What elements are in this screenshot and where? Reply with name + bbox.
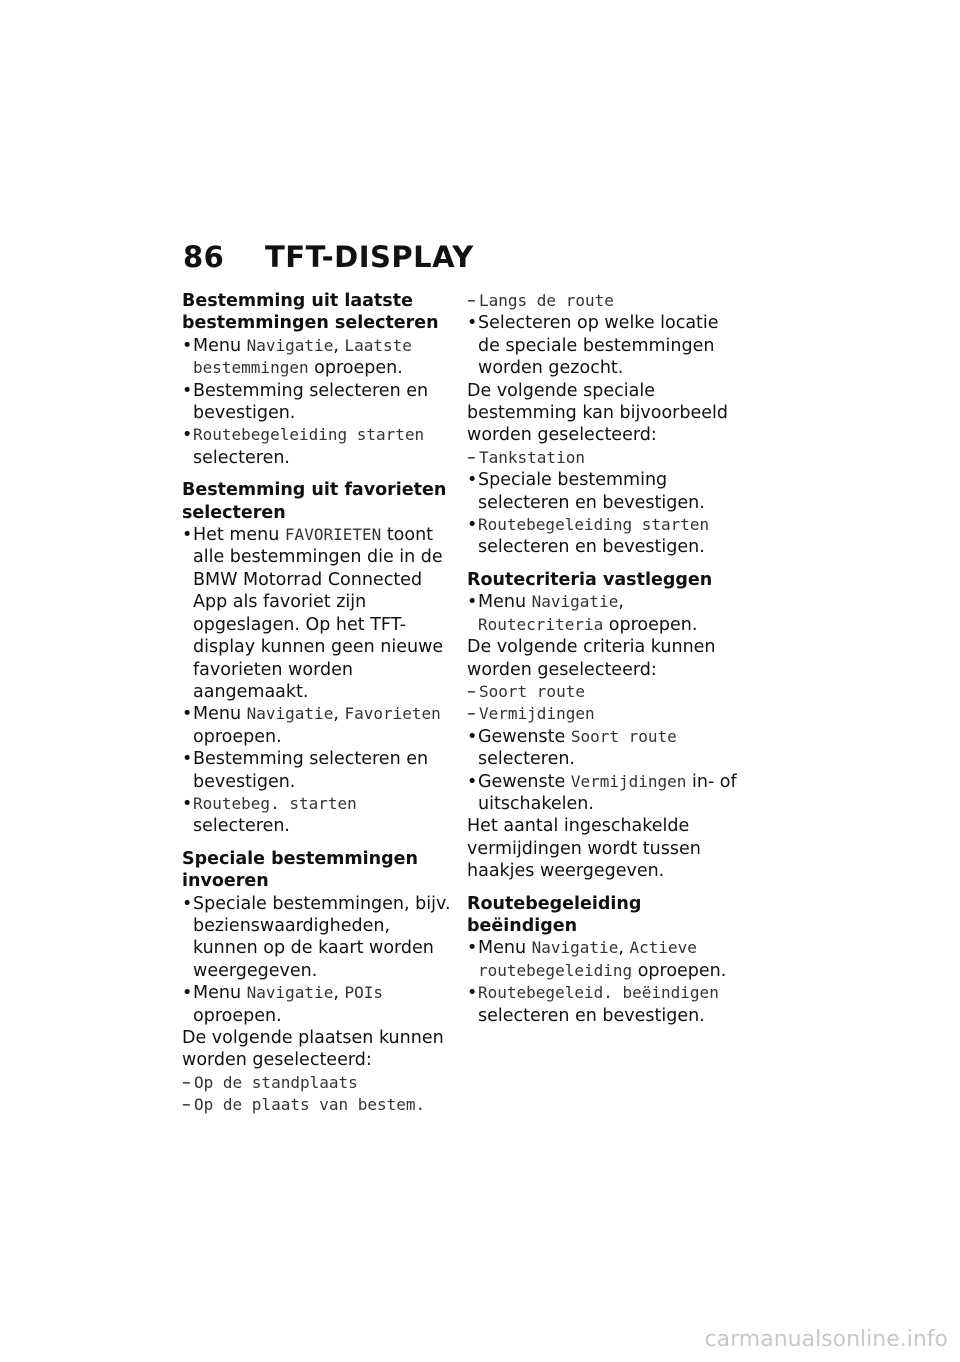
menu-term: Langs de route bbox=[479, 291, 614, 310]
dash-marker: – bbox=[467, 704, 476, 725]
item-text: Bestemming selecteren en bevestigen. bbox=[193, 749, 429, 792]
menu-term: Navigatie bbox=[246, 704, 334, 724]
chapter-title: TFT-DISPLAY bbox=[265, 240, 474, 274]
item-text: Gewenste bbox=[478, 771, 571, 792]
item-text: selecteren en bevestigen. bbox=[478, 537, 705, 558]
section-heading: Bestemming uit laatste bestemmingen selecteren bbox=[182, 291, 439, 334]
section-heading: Routecriteria vastleggen bbox=[467, 569, 713, 590]
menu-term: Actieve routebegeleiding bbox=[478, 938, 697, 980]
bullet-marker: • bbox=[467, 592, 478, 613]
list-item bbox=[467, 514, 739, 559]
page-number: 86 bbox=[183, 240, 225, 274]
dash-marker: – bbox=[467, 291, 476, 311]
watermark-link[interactable]: carmanualsonline.info bbox=[704, 1327, 948, 1352]
list-item bbox=[182, 703, 454, 748]
item-text: Menu bbox=[193, 335, 247, 356]
item-text: Menu bbox=[478, 592, 532, 613]
item-text: selecteren. bbox=[478, 749, 575, 770]
menu-term: FAVORIETEN bbox=[284, 525, 382, 545]
paragraph: De volgende criteria kunnen worden geselecteerd: bbox=[467, 637, 716, 680]
dash-marker: – bbox=[467, 447, 476, 468]
item-text: , bbox=[618, 592, 624, 613]
menu-term: Laatste bestemmingen bbox=[193, 335, 412, 378]
dash-marker: – bbox=[467, 681, 476, 702]
item-text: Menu bbox=[478, 938, 532, 959]
list-item bbox=[467, 312, 739, 379]
item-text: Selecteren op welke locatie de speciale bestemmingen worden gezocht. bbox=[478, 313, 719, 379]
item-text: Speciale bestemming selecteren en bevestigen. bbox=[478, 470, 705, 513]
bullet-marker: • bbox=[182, 525, 193, 546]
item-text: Gewenste bbox=[478, 726, 571, 747]
item-text: selecteren. bbox=[193, 816, 290, 837]
dash-item bbox=[467, 703, 739, 725]
menu-term: Soort route bbox=[479, 681, 585, 701]
bullet-marker: • bbox=[467, 938, 478, 959]
right-column bbox=[467, 290, 739, 1037]
dash-item bbox=[467, 447, 739, 469]
section-special-destinations bbox=[182, 848, 454, 1117]
menu-term: Navigatie bbox=[246, 335, 334, 355]
bullet-marker: • bbox=[467, 726, 478, 747]
bullet-marker: • bbox=[182, 704, 193, 725]
item-text: oproepen. bbox=[603, 614, 698, 635]
list-item bbox=[182, 524, 454, 703]
paragraph: De volgende speciale bestemming kan bijvoorbeeld worden geselecteerd: bbox=[467, 380, 728, 446]
dash-marker: – bbox=[182, 1095, 191, 1116]
item-text: toont alle bestemmingen die in de BMW Motorrad Connected App als favoriet zijn opgeslagen. Op het TFT-display kunnen geen nieuwe favorieten worden aangemaakt. bbox=[193, 525, 444, 702]
bullet-marker: • bbox=[467, 771, 478, 792]
menu-term: Soort route bbox=[570, 726, 677, 746]
item-text: Speciale bestemmingen, bijv. bezienswaardigheden, kunnen op de kaart worden weergegeven. bbox=[193, 893, 451, 981]
item-text: oproepen. bbox=[632, 960, 727, 981]
menu-term: Op de standplaats bbox=[194, 1072, 358, 1092]
list-item bbox=[467, 771, 739, 816]
section-recent-destinations bbox=[182, 290, 454, 469]
item-text: Menu bbox=[193, 704, 247, 725]
bullet-marker: • bbox=[182, 749, 193, 770]
item-text: in- of uitschakelen. bbox=[478, 771, 737, 814]
list-item bbox=[182, 793, 454, 838]
list-item bbox=[182, 335, 454, 380]
dash-item bbox=[467, 681, 739, 703]
item-text: , bbox=[618, 938, 630, 959]
item-text: , bbox=[333, 983, 345, 1004]
section-heading: Speciale bestemmingen invoeren bbox=[182, 848, 418, 892]
menu-term: Routebegeleiding starten bbox=[193, 425, 425, 445]
list-item bbox=[182, 748, 454, 793]
section-special-destinations-cont bbox=[467, 290, 739, 559]
page-header bbox=[183, 240, 474, 274]
left-column bbox=[182, 290, 454, 1127]
menu-term: Navigatie bbox=[246, 983, 334, 1003]
item-text: selecteren en bevestigen. bbox=[478, 1005, 705, 1026]
bullet-marker: • bbox=[182, 793, 193, 814]
bullet-marker: • bbox=[182, 335, 193, 356]
section-heading: Routebegeleiding beëindigen bbox=[467, 893, 642, 936]
menu-term: Routecriteria bbox=[478, 614, 604, 634]
menu-term: Vermijdingen bbox=[570, 771, 687, 791]
item-text: oproepen. bbox=[308, 358, 403, 379]
list-item bbox=[182, 380, 454, 425]
menu-term: Navigatie bbox=[531, 938, 619, 958]
item-text: oproepen. bbox=[193, 1005, 282, 1026]
bullet-marker: • bbox=[467, 983, 478, 1004]
bullet-marker: • bbox=[467, 515, 478, 536]
list-item bbox=[182, 982, 454, 1027]
list-item bbox=[182, 893, 454, 983]
menu-term: Favorieten bbox=[344, 704, 441, 724]
dash-item bbox=[182, 1094, 454, 1116]
list-item bbox=[467, 469, 739, 514]
list-item bbox=[467, 982, 739, 1027]
menu-term: Op de plaats van bestem. bbox=[194, 1095, 426, 1115]
list-item bbox=[467, 591, 739, 636]
bullet-marker: • bbox=[467, 470, 478, 491]
bullet-marker: • bbox=[467, 313, 478, 334]
item-text: Het menu bbox=[193, 525, 285, 546]
section-route-criteria bbox=[467, 569, 739, 883]
item-text: Menu bbox=[193, 983, 247, 1004]
menu-term: POIs bbox=[344, 983, 383, 1003]
menu-term: Vermijdingen bbox=[479, 704, 595, 724]
list-item bbox=[467, 937, 739, 982]
paragraph: De volgende plaatsen kunnen worden geselecteerd: bbox=[182, 1028, 444, 1071]
bullet-marker: • bbox=[182, 893, 193, 914]
menu-term: Routebegeleid. beëindigen bbox=[478, 983, 719, 1003]
item-text: oproepen. bbox=[193, 726, 282, 747]
item-text: , bbox=[333, 335, 345, 356]
menu-term: Routebeg. starten bbox=[193, 793, 357, 813]
list-item bbox=[182, 424, 454, 469]
section-favorites bbox=[182, 479, 454, 838]
section-end-route-guidance bbox=[467, 893, 739, 1027]
bullet-marker: • bbox=[182, 380, 193, 401]
item-text: selecteren. bbox=[193, 447, 290, 468]
item-text: , bbox=[333, 704, 345, 725]
dash-marker: – bbox=[182, 1072, 191, 1093]
section-heading: Bestemming uit favorieten selecteren bbox=[182, 480, 447, 523]
menu-term: Routebegeleiding starten bbox=[478, 515, 710, 535]
paragraph: Het aantal ingeschakelde vermijdingen wordt tussen haakjes weergegeven. bbox=[467, 816, 701, 882]
bullet-marker: • bbox=[182, 425, 193, 446]
menu-term: Navigatie bbox=[531, 592, 619, 612]
item-text: Bestemming selecteren en bevestigen. bbox=[193, 380, 429, 424]
dash-item bbox=[467, 290, 739, 312]
bullet-marker: • bbox=[182, 983, 193, 1004]
list-item bbox=[467, 726, 739, 771]
menu-term: Tankstation bbox=[479, 447, 585, 467]
dash-item bbox=[182, 1072, 454, 1094]
